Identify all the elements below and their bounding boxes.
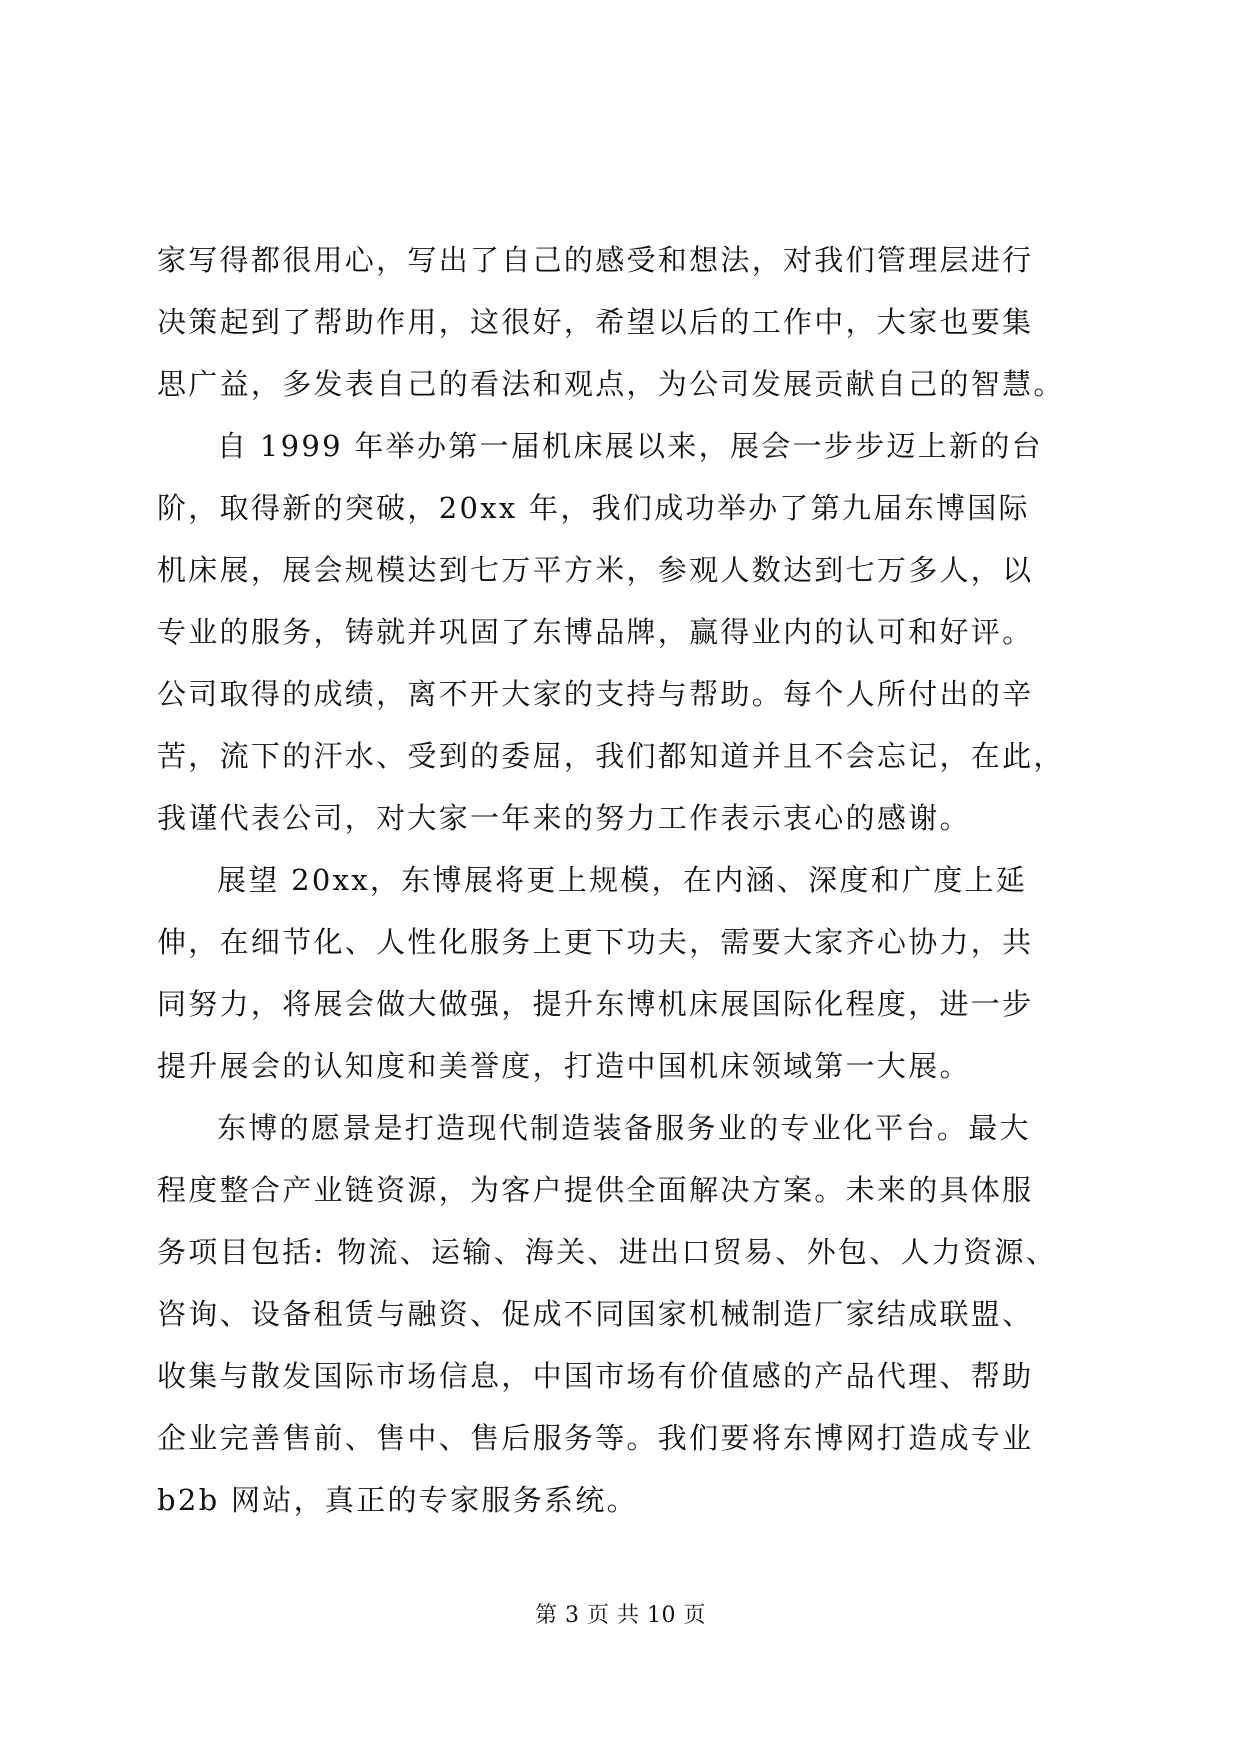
text-line: 咨询、设备租赁与融资、促成不同国家机械制造厂家结成联盟、	[157, 1297, 1034, 1331]
text-line: 思广益，多发表自己的看法和观点，为公司发展贡献自己的智慧。	[157, 367, 1065, 401]
text-line: 我谨代表公司，对大家一年来的努力工作表示衷心的感谢。	[157, 801, 971, 835]
text-line: 伸，在细节化、人性化服务上更下功夫，需要大家齐心协力，共	[157, 925, 1034, 959]
document-body	[157, 229, 1087, 1531]
text-line: 同努力，将展会做大做强，提升东博机床展国际化程度，进一步	[157, 987, 1034, 1021]
text-line: 机床展，展会规模达到七万平方米，参观人数达到七万多人，以	[157, 553, 1034, 587]
text-line: 家写得都很用心，写出了自己的感受和想法，对我们管理层进行	[157, 243, 1034, 277]
text-line: 公司取得的成绩，离不开大家的支持与帮助。每个人所付出的辛	[157, 677, 1034, 711]
text-line: 决策起到了帮助作用，这很好，希望以后的工作中，大家也要集	[157, 305, 1034, 339]
text-line: 企业完善售前、售中、售后服务等。我们要将东博网打造成专业	[157, 1421, 1034, 1455]
text-line: 收集与散发国际市场信息，中国市场有价值感的产品代理、帮助	[157, 1359, 1034, 1393]
paragraph-start-line: 自 1999 年举办第一届机床展以来，展会一步步迈上新的台	[217, 429, 1043, 463]
text-line: 程度整合产业链资源，为客户提供全面解决方案。未来的具体服	[157, 1173, 1034, 1207]
text-line: 务项目包括: 物流、运输、海关、进出口贸易、外包、人力资源、	[157, 1235, 1057, 1269]
page-number-footer: 第 3 页 共 10 页	[535, 1603, 706, 1628]
text-line: b2b 网站，真正的专家服务系统。	[157, 1483, 638, 1517]
text-line: 专业的服务，铸就并巩固了东博品牌，赢得业内的认可和好评。	[157, 615, 1034, 649]
text-line: 苦，流下的汗水、受到的委屈，我们都知道并且不会忘记，在此，	[157, 739, 1065, 773]
text-line: 阶，取得新的突破，20xx 年，我们成功举办了第九届东博国际	[157, 491, 1030, 525]
paragraph-start-line: 东博的愿景是打造现代制造装备服务业的专业化平台。最大	[217, 1111, 1031, 1145]
paragraph-start-line: 展望 20xx，东博展将更上规模，在内涵、深度和广度上延	[217, 863, 1028, 897]
text-line: 提升展会的认知度和美誉度，打造中国机床领域第一大展。	[157, 1049, 971, 1083]
